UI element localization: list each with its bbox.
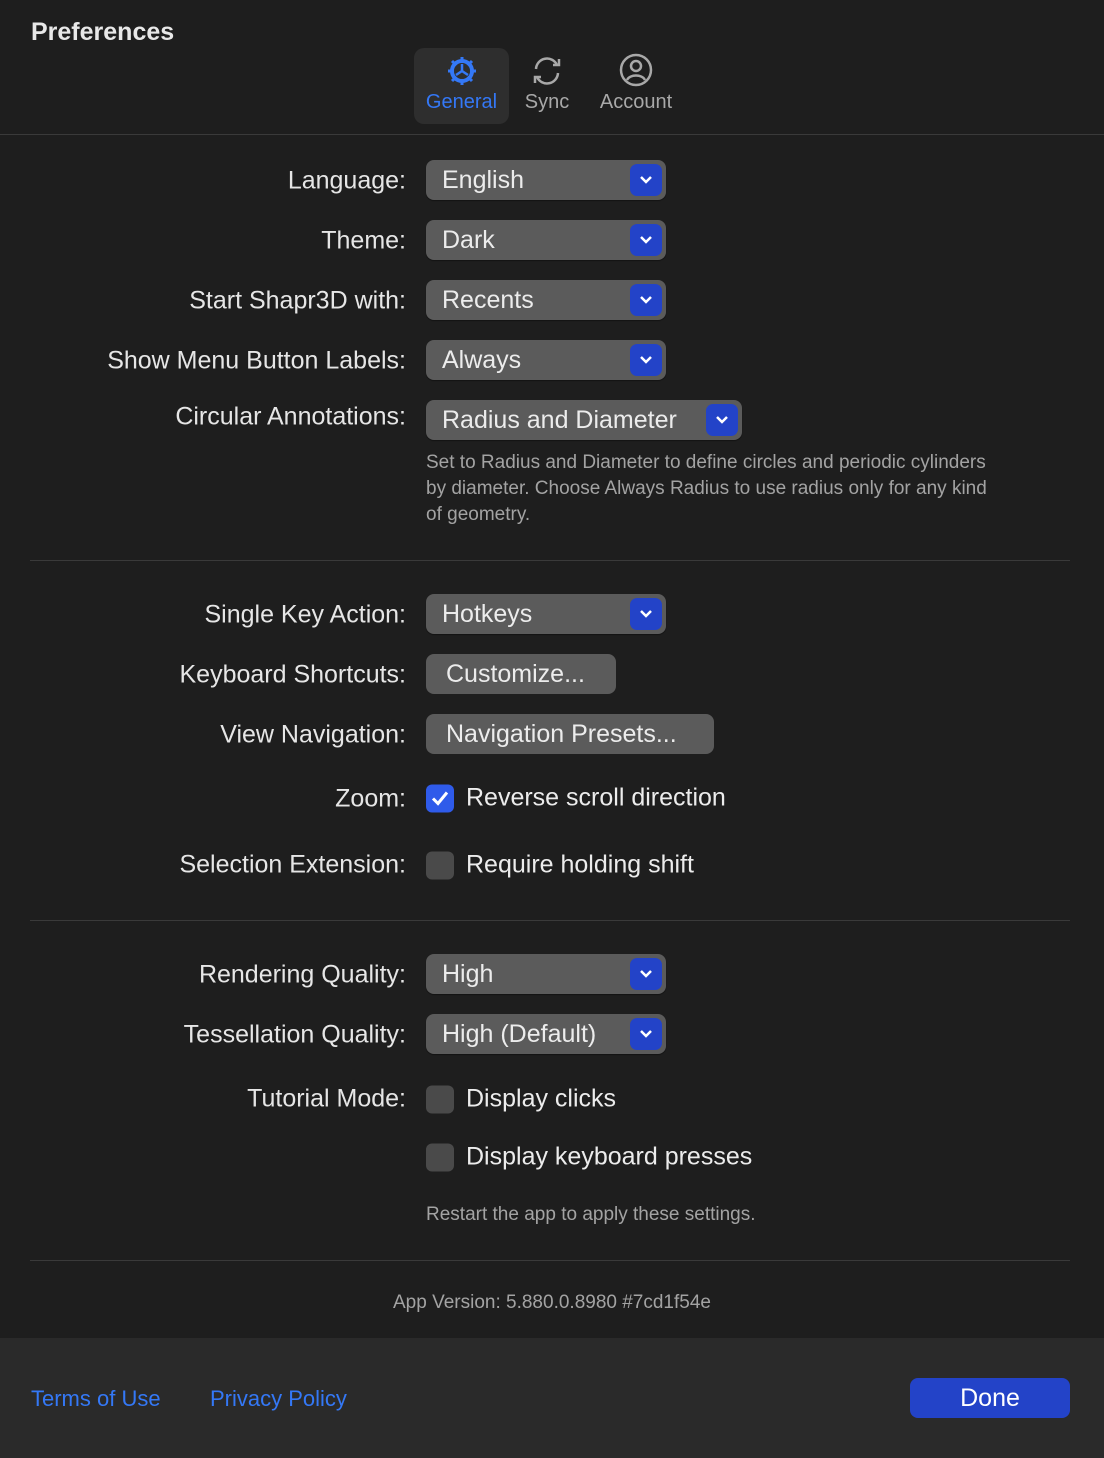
theme-label: Theme: bbox=[321, 226, 406, 255]
tab-label: General bbox=[425, 91, 498, 113]
selection-label: Selection Extension: bbox=[179, 850, 406, 879]
checkbox-checked[interactable] bbox=[426, 784, 454, 812]
menu-labels-popup[interactable] bbox=[426, 340, 666, 380]
restart-note: Restart the app to apply these settings. bbox=[426, 1204, 756, 1225]
tab-label: Sync bbox=[524, 91, 570, 113]
account-icon bbox=[619, 53, 653, 87]
tab-label: Account bbox=[599, 91, 673, 113]
header-divider bbox=[0, 134, 1104, 135]
chevron-down-icon bbox=[630, 598, 662, 630]
divider bbox=[30, 560, 1070, 561]
note-line: by diameter. Choose Always Radius to use radius only for any kind bbox=[426, 478, 987, 499]
tessellation-label: Tessellation Quality: bbox=[183, 1020, 406, 1049]
done-button[interactable]: Done bbox=[910, 1378, 1070, 1418]
display-clicks-checkbox-row[interactable] bbox=[426, 1085, 616, 1114]
note-line: Set to Radius and Diameter to define circles and periodic cylinders bbox=[426, 452, 986, 473]
single-key-popup[interactable] bbox=[426, 594, 666, 634]
popup-value: Dark bbox=[442, 225, 495, 254]
chevron-down-icon bbox=[706, 404, 738, 436]
popup-value: English bbox=[442, 165, 524, 194]
checkbox-label: Require holding shift bbox=[466, 850, 694, 879]
circular-label: Circular Annotations: bbox=[175, 402, 406, 431]
display-keys-checkbox-row[interactable] bbox=[426, 1143, 752, 1172]
privacy-link[interactable]: Privacy Policy bbox=[210, 1386, 347, 1411]
chevron-down-icon bbox=[630, 164, 662, 196]
circular-popup[interactable] bbox=[426, 400, 742, 440]
checkbox-label: Reverse scroll direction bbox=[466, 783, 726, 812]
chevron-down-icon bbox=[630, 344, 662, 376]
start-with-popup[interactable] bbox=[426, 280, 666, 320]
language-label: Language: bbox=[287, 166, 406, 195]
rendering-popup[interactable] bbox=[426, 954, 666, 994]
navigation-presets-button[interactable]: Navigation Presets... bbox=[426, 714, 714, 754]
divider bbox=[30, 920, 1070, 921]
rendering-label: Rendering Quality: bbox=[198, 960, 406, 989]
tab-sync[interactable] bbox=[512, 48, 582, 124]
popup-value: Hotkeys bbox=[442, 599, 533, 628]
checkbox-label: Display keyboard presses bbox=[466, 1142, 753, 1171]
checkbox[interactable] bbox=[426, 851, 454, 879]
popup-value: High bbox=[442, 959, 494, 988]
tab-account[interactable] bbox=[590, 48, 682, 124]
tab-general[interactable] bbox=[414, 48, 509, 124]
sync-icon bbox=[529, 55, 565, 87]
view-nav-label: View Navigation: bbox=[220, 720, 406, 749]
checkbox[interactable] bbox=[426, 1143, 454, 1171]
tessellation-popup[interactable] bbox=[426, 1014, 666, 1054]
chevron-down-icon bbox=[630, 284, 662, 316]
app-version: App Version: 5.880.0.8980 #7cd1f54e bbox=[393, 1292, 711, 1313]
start-with-label: Start Shapr3D with: bbox=[189, 286, 406, 315]
chevron-down-icon bbox=[630, 1018, 662, 1050]
language-popup[interactable] bbox=[426, 160, 666, 200]
customize-button[interactable]: Customize... bbox=[426, 654, 616, 694]
tutorial-label: Tutorial Mode: bbox=[247, 1084, 406, 1113]
checkbox[interactable] bbox=[426, 1085, 454, 1113]
popup-value: Radius and Diameter bbox=[442, 405, 677, 434]
popup-value: Always bbox=[442, 345, 522, 374]
menu-labels-label: Show Menu Button Labels: bbox=[107, 346, 406, 375]
zoom-label: Zoom: bbox=[335, 784, 406, 813]
chevron-down-icon bbox=[630, 224, 662, 256]
reverse-scroll-checkbox-row[interactable] bbox=[426, 784, 726, 813]
note-line: of geometry. bbox=[426, 504, 531, 525]
checkbox-label: Display clicks bbox=[466, 1084, 617, 1113]
require-shift-checkbox-row[interactable] bbox=[426, 851, 694, 880]
gear-icon bbox=[446, 55, 478, 87]
popup-value: Recents bbox=[442, 285, 534, 314]
divider bbox=[30, 1260, 1070, 1261]
window-title: Preferences bbox=[31, 18, 175, 46]
circular-note bbox=[426, 450, 1076, 528]
terms-link[interactable]: Terms of Use bbox=[31, 1386, 161, 1411]
popup-value: High (Default) bbox=[442, 1019, 597, 1048]
theme-popup[interactable] bbox=[426, 220, 666, 260]
shortcuts-label: Keyboard Shortcuts: bbox=[179, 660, 406, 689]
single-key-label: Single Key Action: bbox=[204, 600, 406, 629]
chevron-down-icon bbox=[630, 958, 662, 990]
